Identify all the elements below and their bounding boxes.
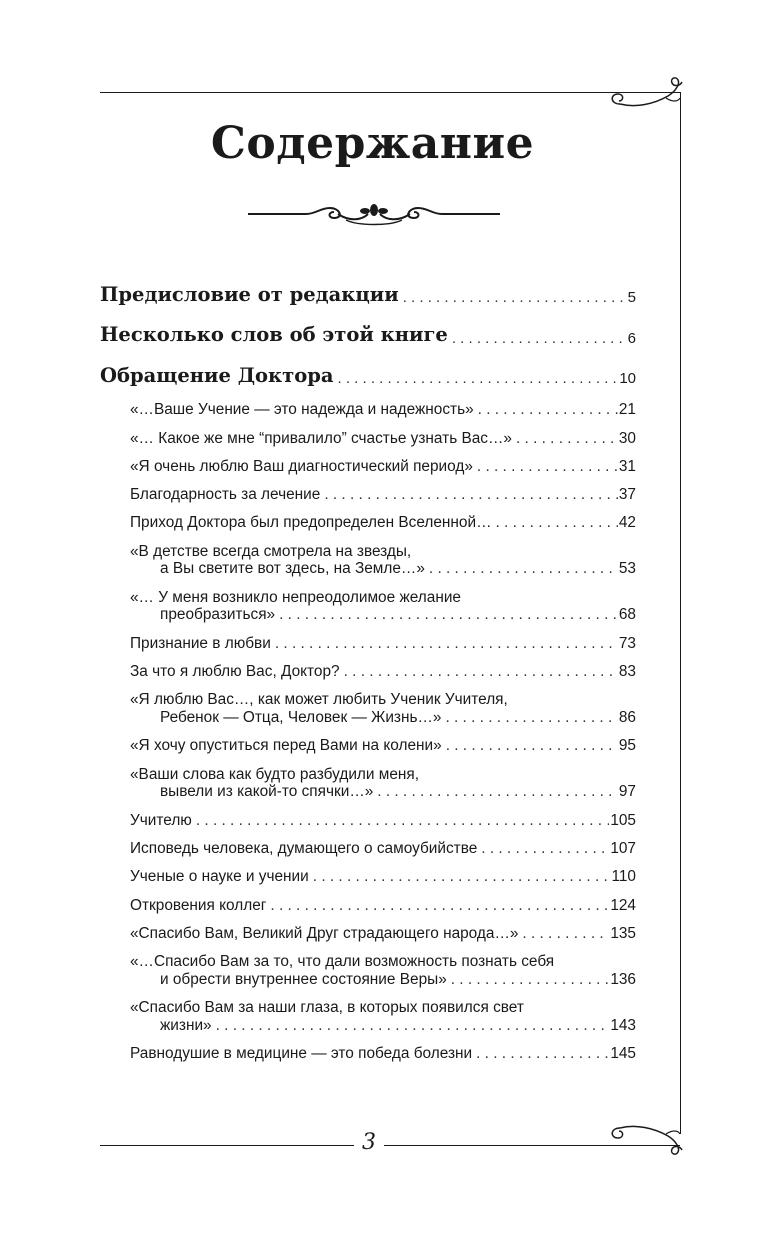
toc-entry[interactable]: Приход Доктора был предопределен Вселенной… . . . 42: [130, 514, 636, 532]
toc-entry[interactable]: Откровения коллег . . . 124: [130, 897, 636, 915]
toc-entry[interactable]: «… Какое же мне “привалило” счастье узнать Вас…» . . . 30: [130, 430, 636, 448]
toc-entry[interactable]: Благодарность за лечение . . . 37: [130, 486, 636, 504]
toc-entry-multiline[interactable]: «… У меня возникло непреодолимое желание преобразиться» . . . 68: [130, 589, 636, 624]
toc-major-entry[interactable]: Обращение Доктора . . . 10: [100, 365, 636, 387]
toc-entry-multiline[interactable]: «Спасибо Вам за наши глаза, в которых появился свет жизни» . . . 143: [130, 999, 636, 1034]
toc-major-entry[interactable]: Предисловие от редакции . . . 5: [100, 284, 636, 306]
toc-entry[interactable]: Исповедь человека, думающего о самоубийстве . . . 107: [130, 840, 636, 858]
toc-entry[interactable]: Ученые о науке и учении . . . 110: [130, 868, 636, 886]
toc-entry[interactable]: «Спасибо Вам, Великий Друг страдающего народа…» . . . 135: [130, 925, 636, 943]
toc-entry-multiline[interactable]: «Я люблю Вас…, как может любить Ученик Учителя, Ребенок — Отца, Человек — Жизнь…» . . . 86: [130, 691, 636, 726]
page-number: 3: [362, 1130, 376, 1155]
toc-major-entry[interactable]: Несколько слов об этой книге . . . 6: [100, 324, 636, 346]
toc-entry[interactable]: Учителю . . . 105: [130, 812, 636, 830]
corner-swirl-top-icon: [606, 74, 690, 116]
toc-entry[interactable]: Равнодушие в медицине — это победа болезни . . . 145: [130, 1045, 636, 1063]
footer-rule-left: [100, 1145, 354, 1146]
toc-entry[interactable]: За что я люблю Вас, Доктор? . . . 83: [130, 663, 636, 681]
toc-entry[interactable]: «Я хочу опуститься перед Вами на колени» . . . 95: [130, 737, 636, 755]
footer-rule-right: [384, 1145, 680, 1146]
toc-entry[interactable]: Признание в любви . . . 73: [130, 635, 636, 653]
table-of-contents: [100, 284, 636, 1073]
corner-swirl-bottom-icon: [606, 1116, 690, 1156]
toc-entry[interactable]: «…Ваше Учение — это надежда и надежность» . . . 21: [130, 401, 636, 419]
page-title: Содержание: [210, 118, 535, 169]
toc-entry-multiline[interactable]: «В детстве всегда смотрела на звезды, а Вы светите вот здесь, на Земле…» . . . 53: [130, 543, 636, 578]
frame-top-line: [100, 92, 680, 93]
toc-entry[interactable]: «Я очень люблю Ваш диагностический период» . . . 31: [130, 458, 636, 476]
divider-ornament-icon: [246, 198, 502, 228]
frame-right-line: [680, 92, 681, 1134]
toc-entry-multiline[interactable]: «…Спасибо Вам за то, что дали возможность познать себя и обрести внутреннее состояние Веры» . . . 136: [130, 953, 636, 988]
toc-entry-multiline[interactable]: «Ваши слова как будто разбудили меня, вывели из какой-то спячки…» . . . 97: [130, 766, 636, 801]
